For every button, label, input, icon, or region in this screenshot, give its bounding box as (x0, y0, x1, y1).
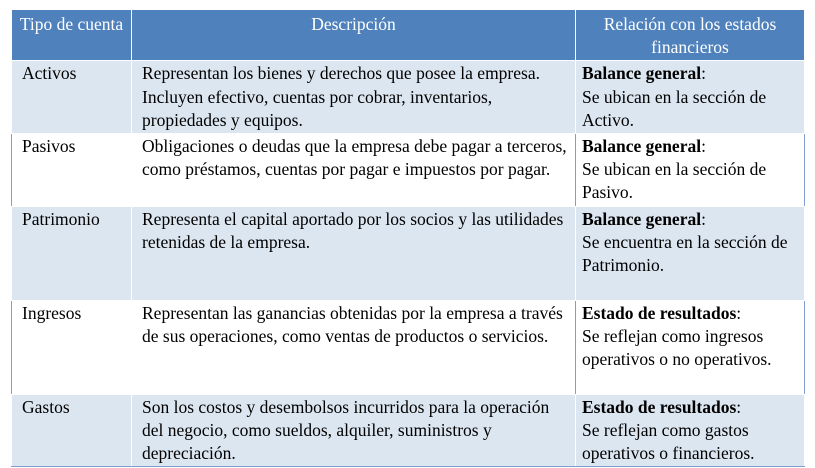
table-row (12, 61, 805, 134)
statement-colon: : (701, 208, 706, 229)
statement-name: Balance general (582, 208, 702, 229)
table-row (12, 206, 805, 300)
statement-colon: : (736, 302, 742, 323)
cell-tipo: Pasivos (12, 134, 132, 207)
cell-relacion (576, 61, 805, 134)
statement-detail: Se reflejan como ingresos operativos o no operativos. (582, 325, 772, 370)
cell-descripcion: Obligaciones o deudas que la empresa debe pagar a terceros, como préstamos, cuentas por pagar e impuestos por pagar. (132, 134, 576, 207)
cell-descripcion: Son los costos y desembolsos incurridos para la operación del negocio, como sueldos, alquiler, suministros y depreciación. (132, 394, 576, 467)
cell-relacion (576, 394, 805, 467)
header-descripcion: Descripción (132, 10, 576, 61)
table-row (12, 394, 805, 467)
accounts-table (11, 9, 805, 467)
statement-detail: Se ubican en la sección de Activo. (582, 86, 767, 130)
table-row (12, 134, 805, 207)
statement-name: Balance general (582, 63, 702, 84)
statement-colon: : (736, 396, 742, 417)
cell-relacion (576, 300, 805, 394)
cell-descripcion: Representa el capital aportado por los socios y las utilidades retenidas de la empresa. (132, 206, 576, 300)
statement-detail: Se ubican en la sección de Pasivo. (582, 159, 767, 203)
cell-tipo: Patrimonio (12, 206, 132, 300)
cell-tipo: Ingresos (12, 300, 132, 394)
statement-detail: Se encuentra en la sección de Patrimonio. (582, 231, 788, 276)
table-header-row (12, 10, 805, 61)
statement-name: Estado de resultados (582, 302, 737, 323)
statement-detail: Se reflejan como gastos operativos o financieros. (582, 419, 755, 464)
cell-tipo: Gastos (12, 394, 132, 467)
cell-relacion (576, 134, 805, 207)
table-row (12, 300, 805, 394)
header-tipo-de-cuenta: Tipo de cuenta (12, 10, 132, 61)
statement-name: Estado de resultados (582, 396, 737, 417)
cell-descripcion: Representan los bienes y derechos que posee la empresa. Incluyen efectivo, cuentas por cobrar, inventarios, propiedades y equipos. (132, 61, 576, 134)
statement-colon: : (701, 63, 706, 84)
statement-colon: : (701, 136, 706, 157)
cell-descripcion: Representan las ganancias obtenidas por la empresa a través de sus operaciones, como ventas de productos o servicios. (132, 300, 576, 394)
cell-relacion (576, 206, 805, 300)
statement-name: Balance general (582, 136, 702, 157)
cell-tipo: Activos (12, 61, 132, 134)
header-relacion-estados: Relación con los estados financieros (576, 10, 805, 61)
